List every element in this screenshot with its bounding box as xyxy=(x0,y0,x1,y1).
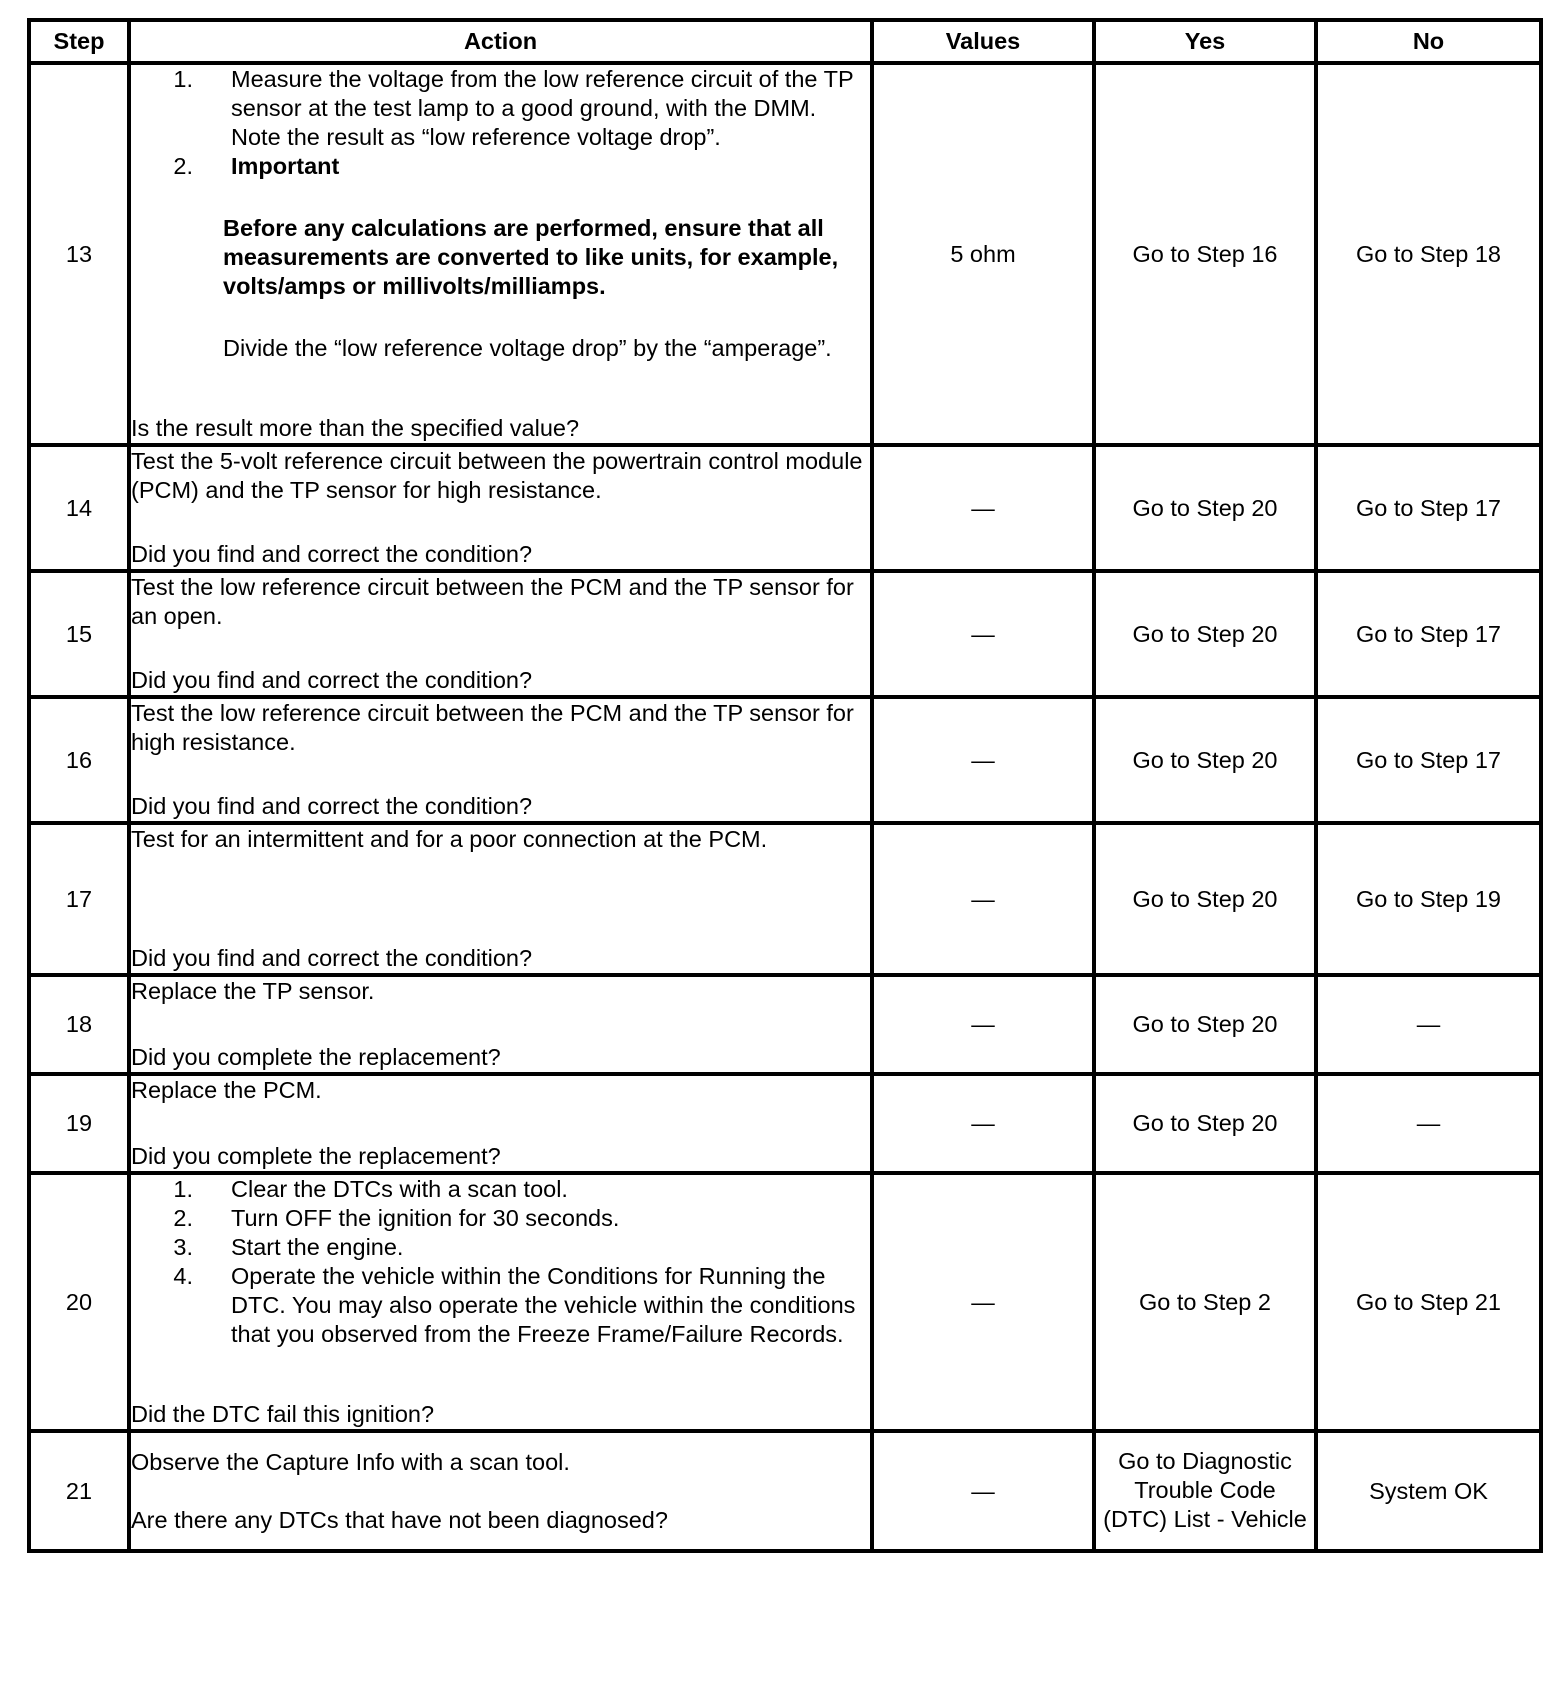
yes-cell: Go to Step 20 xyxy=(1094,823,1316,975)
no-cell: System OK xyxy=(1316,1431,1541,1551)
no-cell: — xyxy=(1316,975,1541,1074)
header-no: No xyxy=(1316,20,1541,63)
no-cell: Go to Step 19 xyxy=(1316,823,1541,975)
no-cell: Go to Step 18 xyxy=(1316,63,1541,445)
table-row-step-18 xyxy=(29,975,1541,1074)
action-cell xyxy=(129,571,872,697)
action-question: Did you find and correct the condition? xyxy=(131,945,533,971)
list-item: 3. Start the engine. xyxy=(173,1234,404,1260)
action-cell xyxy=(129,697,872,823)
action-question: Did you complete the replacement? xyxy=(131,1143,501,1169)
value-cell: — xyxy=(872,1074,1094,1173)
table-row-step-19 xyxy=(29,1074,1541,1173)
header-yes: Yes xyxy=(1094,20,1316,63)
table-row-step-15 xyxy=(29,571,1541,697)
list-item: 2. Important xyxy=(173,153,340,179)
table-row-step-21 xyxy=(29,1431,1541,1551)
table-row-step-17 xyxy=(29,823,1541,975)
header-step: Step xyxy=(29,20,129,63)
action-question: Did you find and correct the condition? xyxy=(131,793,533,819)
yes-cell: Go to Diagnostic Trouble Code (DTC) List - Vehicle xyxy=(1094,1431,1316,1551)
no-cell: Go to Step 17 xyxy=(1316,445,1541,571)
list-item: 1. Clear the DTCs with a scan tool. xyxy=(173,1176,568,1202)
step-number: 20 xyxy=(29,1173,129,1431)
diagnostic-table xyxy=(27,18,1543,1553)
value-cell: 5 ohm xyxy=(872,63,1094,445)
step-number: 14 xyxy=(29,445,129,571)
action-text: Test the low reference circuit between the PCM and the TP sensor for high resistance. xyxy=(131,700,854,755)
value-cell: — xyxy=(872,975,1094,1074)
value-cell: — xyxy=(872,445,1094,571)
yes-cell: Go to Step 2 xyxy=(1094,1173,1316,1431)
action-question: Did you complete the replacement? xyxy=(131,1044,501,1070)
action-cell xyxy=(129,1431,872,1551)
no-cell: Go to Step 21 xyxy=(1316,1173,1541,1431)
yes-cell: Go to Step 16 xyxy=(1094,63,1316,445)
table-row-step-20 xyxy=(29,1173,1541,1431)
table-row-step-13 xyxy=(29,63,1541,445)
action-text: Test the 5-volt reference circuit between the powertrain control module (PCM) and the TP sensor for high resistance. xyxy=(131,448,863,503)
action-question: Did you find and correct the condition? xyxy=(131,667,533,693)
header-action: Action xyxy=(129,20,872,63)
header-row xyxy=(29,20,1541,63)
note-text: Divide the “low reference voltage drop” by the “amperage”. xyxy=(223,335,832,361)
action-text: Replace the PCM. xyxy=(131,1077,322,1103)
list-item: 4. Operate the vehicle within the Conditions for Running the DTC. You may also operate the vehicle within the conditions that you observed from the Freeze Frame/Failure Records. xyxy=(173,1263,856,1347)
value-cell: — xyxy=(872,1173,1094,1431)
yes-cell: Go to Step 20 xyxy=(1094,1074,1316,1173)
yes-cell: Go to Step 20 xyxy=(1094,697,1316,823)
action-question: Did the DTC fail this ignition? xyxy=(131,1401,435,1427)
action-steps-list xyxy=(131,1175,870,1349)
action-cell xyxy=(129,1173,872,1431)
yes-cell: Go to Step 20 xyxy=(1094,571,1316,697)
table-row-step-14 xyxy=(29,445,1541,571)
step-number: 13 xyxy=(29,63,129,445)
no-cell: Go to Step 17 xyxy=(1316,571,1541,697)
step-number: 16 xyxy=(29,697,129,823)
step-number: 18 xyxy=(29,975,129,1074)
important-text: Before any calculations are performed, ensure that all measurements are converted to like units, for example, volts/amps or millivolts/milliamps. xyxy=(223,215,839,299)
no-cell: — xyxy=(1316,1074,1541,1173)
list-item: 1. Measure the voltage from the low reference circuit of the TP sensor at the test lamp to a good ground, with the DMM. Note the result as “low reference voltage drop”. xyxy=(173,66,854,150)
action-cell xyxy=(129,1074,872,1173)
action-cell xyxy=(129,445,872,571)
no-cell: Go to Step 17 xyxy=(1316,697,1541,823)
step-number: 15 xyxy=(29,571,129,697)
list-item: 2. Turn OFF the ignition for 30 seconds. xyxy=(173,1205,620,1231)
action-text: Test for an intermittent and for a poor connection at the PCM. xyxy=(131,826,768,852)
action-text: Observe the Capture Info with a scan tool. xyxy=(131,1448,570,1475)
value-cell: — xyxy=(872,823,1094,975)
action-text: Replace the TP sensor. xyxy=(131,978,375,1004)
value-cell: — xyxy=(872,697,1094,823)
table-row-step-16 xyxy=(29,697,1541,823)
action-cell xyxy=(129,975,872,1074)
action-cell xyxy=(129,823,872,975)
action-question: Is the result more than the specified value? xyxy=(131,415,580,441)
header-values: Values xyxy=(872,20,1094,63)
value-cell: — xyxy=(872,1431,1094,1551)
step-number: 17 xyxy=(29,823,129,975)
action-cell xyxy=(129,63,872,445)
yes-cell: Go to Step 20 xyxy=(1094,445,1316,571)
action-steps-list xyxy=(131,65,870,181)
action-question: Did you find and correct the condition? xyxy=(131,541,533,567)
diagnostic-table-page xyxy=(27,18,1539,1553)
action-text: Test the low reference circuit between the PCM and the TP sensor for an open. xyxy=(131,574,854,629)
yes-cell: Go to Step 20 xyxy=(1094,975,1316,1074)
value-cell: — xyxy=(872,571,1094,697)
step-number: 21 xyxy=(29,1431,129,1551)
action-question: Are there any DTCs that have not been diagnosed? xyxy=(131,1506,668,1533)
step-number: 19 xyxy=(29,1074,129,1173)
